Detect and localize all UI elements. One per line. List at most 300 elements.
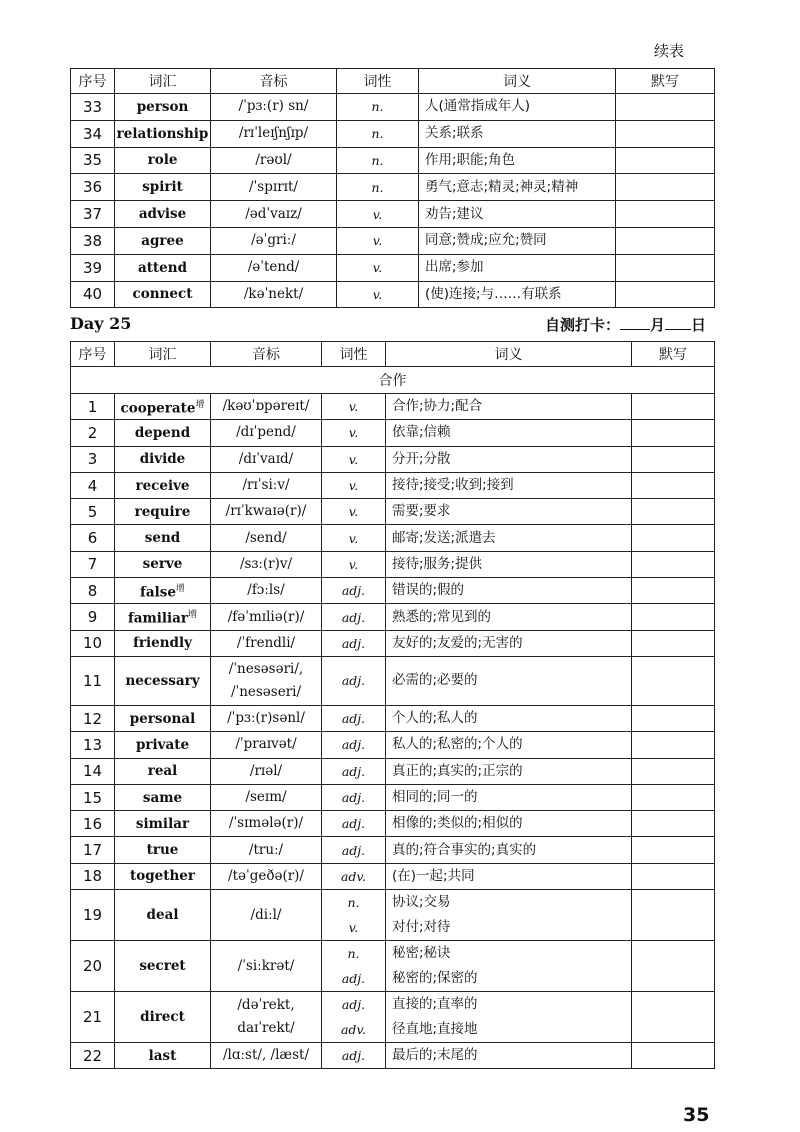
phonetic-cell xyxy=(211,890,322,941)
meaning-line: 相像的;类似的;相似的 xyxy=(392,815,523,832)
phonetic-cell xyxy=(211,863,322,889)
meaning-line: (使)连接;与……有联系 xyxy=(425,285,562,302)
header-word: 词汇 xyxy=(115,342,211,367)
vocab-word-cell xyxy=(115,174,211,201)
vocab-word: require xyxy=(134,503,191,520)
header-meaning: 词义 xyxy=(419,69,616,94)
table-row xyxy=(71,656,715,705)
phonetic-line: /fɔːls/ xyxy=(247,582,285,599)
part-of-speech-cell xyxy=(337,201,419,228)
phonetic-line: /ədˈvaɪz/ xyxy=(245,205,302,222)
meaning-line: 错误的;假的 xyxy=(392,582,465,599)
row-number: 33 xyxy=(71,94,115,121)
part-of-speech-cell xyxy=(322,525,386,551)
meaning-line: 人(通常指成年人) xyxy=(425,98,531,115)
day-label: Day 25 xyxy=(70,314,132,333)
table-row xyxy=(71,174,715,201)
part-of-speech-cell xyxy=(322,784,386,810)
vocab-word-cell xyxy=(115,525,211,551)
part-of-speech-cell xyxy=(322,992,386,1043)
phonetic-line: /dɪˈpend/ xyxy=(236,424,296,441)
vocab-word-cell xyxy=(115,941,211,992)
part-of-speech-cell xyxy=(322,420,386,446)
dictation-cell[interactable] xyxy=(632,784,715,810)
meaning-cell xyxy=(386,811,632,837)
dictation-cell[interactable] xyxy=(632,604,715,630)
meaning-line: 劝告;建议 xyxy=(425,205,484,222)
meaning-line: 接待;接受;收到;接到 xyxy=(392,477,514,494)
table-header-row xyxy=(71,69,715,94)
meaning-cell xyxy=(386,732,632,758)
meaning-line: 相同的;同一的 xyxy=(392,789,478,805)
phonetic-cell xyxy=(211,227,337,254)
row-number: 40 xyxy=(71,281,115,308)
phonetic-line: daɪˈrekt/ xyxy=(237,1020,295,1037)
meaning-cell xyxy=(419,94,616,121)
part-of-speech-cell xyxy=(322,446,386,472)
phonetic-line: /ˈpɜː(r) sn/ xyxy=(238,98,309,115)
vocab-word-cell xyxy=(115,499,211,525)
vocab-word-cell xyxy=(115,420,211,446)
part-of-speech-cell xyxy=(322,472,386,498)
phonetic-cell xyxy=(211,201,337,228)
vocab-word: true xyxy=(146,842,179,859)
pos-line: v. xyxy=(348,451,359,467)
phonetic-cell xyxy=(211,394,322,420)
table-row xyxy=(71,837,715,863)
dictation-cell[interactable] xyxy=(632,811,715,837)
pos-line: adv. xyxy=(340,868,366,884)
phonetic-line: /sɜː(r)v/ xyxy=(239,555,293,572)
phonetic-line: /ˈfrendli/ xyxy=(236,634,296,651)
phonetic-cell xyxy=(211,120,337,147)
row-number: 17 xyxy=(71,837,115,863)
phonetic-cell xyxy=(211,472,322,498)
phonetic-cell xyxy=(211,705,322,731)
phonetic-line: /ˈspɪrɪt/ xyxy=(249,178,298,195)
vocab-word-cell xyxy=(115,446,211,472)
pos-line: adj. xyxy=(341,673,366,689)
row-number: 7 xyxy=(71,551,115,577)
row-number: 14 xyxy=(71,758,115,784)
meaning-cell xyxy=(386,863,632,889)
dictation-cell[interactable] xyxy=(616,174,715,201)
self-check-in xyxy=(545,314,706,335)
vocab-word: familiar xyxy=(127,610,189,627)
header-pos: 词性 xyxy=(337,69,419,94)
table-row xyxy=(71,472,715,498)
phonetic-line: /əˈtend/ xyxy=(247,259,300,276)
table-row xyxy=(71,732,715,758)
vocab-word-cell xyxy=(115,227,211,254)
meaning-cell xyxy=(419,281,616,308)
meaning-line: 直接的;直率的 xyxy=(392,996,478,1013)
table-row xyxy=(71,147,715,174)
part-of-speech-cell xyxy=(322,604,386,630)
meaning-line: 作用;职能;角色 xyxy=(425,151,516,168)
vocab-word: deal xyxy=(146,907,179,924)
dictation-cell[interactable] xyxy=(632,890,715,941)
phonetic-line: /truː/ xyxy=(248,841,284,858)
row-number: 12 xyxy=(71,705,115,731)
phonetic-line: /rəʊl/ xyxy=(255,151,292,168)
dictation-cell[interactable] xyxy=(616,227,715,254)
meaning-line: 协议;交易 xyxy=(392,894,451,911)
vocab-word-cell xyxy=(115,811,211,837)
pos-line: adj. xyxy=(341,609,366,625)
dictation-cell[interactable] xyxy=(616,254,715,281)
vocab-word: together xyxy=(129,868,196,885)
dictation-cell[interactable] xyxy=(632,630,715,656)
table-row xyxy=(71,525,715,551)
meaning-cell xyxy=(419,201,616,228)
day-unit-label: 日 xyxy=(691,316,707,334)
phonetic-line: /rɪˈkwaɪə(r)/ xyxy=(225,503,307,520)
dictation-cell[interactable] xyxy=(632,656,715,705)
meaning-line: 私人的;私密的;个人的 xyxy=(392,736,523,753)
pos-line: v. xyxy=(348,425,359,441)
table-row xyxy=(71,1043,715,1069)
vocab-word-cell xyxy=(115,120,211,147)
table-row xyxy=(71,863,715,889)
month-blank[interactable] xyxy=(620,314,650,330)
phonetic-line: /rɪˈsiːv/ xyxy=(242,477,290,494)
table-row xyxy=(71,94,715,121)
month-label: 月 xyxy=(650,316,666,334)
row-number: 5 xyxy=(71,499,115,525)
vocab-word-cell xyxy=(115,837,211,863)
table-row xyxy=(71,551,715,577)
added-word-mark: 增 xyxy=(175,583,185,594)
meaning-line: 友好的;友爱的;无害的 xyxy=(392,634,523,651)
table-row xyxy=(71,941,715,992)
vocab-word: secret xyxy=(139,958,186,975)
row-number: 18 xyxy=(71,863,115,889)
phonetic-line: /ˈnesəseri/ xyxy=(230,683,302,700)
pos-line: v. xyxy=(372,260,383,276)
table-row xyxy=(71,420,715,446)
part-of-speech-cell xyxy=(337,174,419,201)
meaning-cell xyxy=(386,630,632,656)
vocab-word-cell xyxy=(115,992,211,1043)
meaning-cell xyxy=(386,837,632,863)
phonetic-cell xyxy=(211,732,322,758)
vocab-word-cell xyxy=(115,1043,211,1069)
phonetic-line: /ˈpɜː(r)sənl/ xyxy=(227,710,305,727)
phonetic-line: /ˈnesəsəri/, xyxy=(228,660,304,677)
dictation-cell[interactable] xyxy=(632,446,715,472)
meaning-cell xyxy=(386,705,632,731)
pos-line: v. xyxy=(348,478,359,494)
part-of-speech-cell xyxy=(322,941,386,992)
pos-line: adj. xyxy=(341,790,366,805)
dictation-cell[interactable] xyxy=(632,941,715,992)
vocab-word: agree xyxy=(141,232,184,249)
vocab-word: attend xyxy=(137,259,188,276)
meaning-line: 需要;要求 xyxy=(392,503,451,520)
dictation-cell[interactable] xyxy=(632,1043,715,1069)
vocab-word: divide xyxy=(139,451,186,468)
meaning-line: 必需的;必要的 xyxy=(392,672,478,689)
pos-line: adj. xyxy=(341,763,366,779)
pos-line: v. xyxy=(372,206,383,222)
phonetic-cell xyxy=(211,525,322,551)
phonetic-line: /rɪəl/ xyxy=(249,762,283,779)
phonetic-cell xyxy=(211,420,322,446)
meaning-cell xyxy=(386,604,632,630)
pos-line: adj. xyxy=(341,711,366,727)
meaning-cell xyxy=(386,758,632,784)
vocab-word: depend xyxy=(134,424,191,441)
meaning-cell xyxy=(419,174,616,201)
part-of-speech-cell xyxy=(322,863,386,889)
phonetic-line: /dəˈrekt, xyxy=(237,997,295,1014)
vocab-word-cell xyxy=(115,784,211,810)
pos-line: n. xyxy=(371,152,384,168)
meaning-line: 关系;联系 xyxy=(425,125,484,142)
part-of-speech-cell xyxy=(322,630,386,656)
meaning-line: 依靠;信赖 xyxy=(392,424,451,441)
vocab-word-cell xyxy=(115,147,211,174)
row-number: 20 xyxy=(71,941,115,992)
meaning-line: 邮寄;发送;派遣去 xyxy=(392,529,496,546)
row-number: 3 xyxy=(71,446,115,472)
row-number: 10 xyxy=(71,630,115,656)
dictation-cell[interactable] xyxy=(632,837,715,863)
table-row xyxy=(71,227,715,254)
part-of-speech-cell xyxy=(337,94,419,121)
table-row xyxy=(71,446,715,472)
pos-line: v. xyxy=(348,920,359,936)
vocab-word-cell xyxy=(115,863,211,889)
pos-line: n. xyxy=(371,179,384,195)
dictation-cell[interactable] xyxy=(632,499,715,525)
row-number: 35 xyxy=(71,147,115,174)
meaning-cell xyxy=(419,254,616,281)
added-word-mark: 增 xyxy=(188,610,198,621)
part-of-speech-cell xyxy=(322,837,386,863)
dictation-cell[interactable] xyxy=(632,551,715,577)
dictation-cell[interactable] xyxy=(632,992,715,1043)
row-number: 1 xyxy=(71,394,115,420)
row-number: 36 xyxy=(71,174,115,201)
vocab-word-cell xyxy=(115,281,211,308)
meaning-line: 接待;服务;提供 xyxy=(392,555,483,572)
row-number: 39 xyxy=(71,254,115,281)
table-row xyxy=(71,201,715,228)
meaning-cell xyxy=(386,992,632,1043)
meaning-cell xyxy=(419,227,616,254)
meaning-cell xyxy=(386,472,632,498)
dictation-cell[interactable] xyxy=(632,758,715,784)
dictation-cell[interactable] xyxy=(632,578,715,604)
header-word: 词汇 xyxy=(115,69,211,94)
table-row xyxy=(71,281,715,308)
meaning-line: 分开;分散 xyxy=(392,450,451,467)
pos-line: adj. xyxy=(341,997,366,1013)
header-dictation: 默写 xyxy=(632,342,715,367)
vocab-word-cell xyxy=(115,254,211,281)
phonetic-cell xyxy=(211,281,337,308)
row-number: 38 xyxy=(71,227,115,254)
vocab-word: spirit xyxy=(142,179,183,196)
meaning-line: 同意;赞成;应允;赞同 xyxy=(425,232,547,249)
phonetic-line: /fəˈmɪliə(r)/ xyxy=(227,608,305,625)
table-row xyxy=(71,758,715,784)
meaning-cell xyxy=(386,420,632,446)
meaning-line: 真的;符合事实的;真实的 xyxy=(392,841,537,858)
pos-line: v. xyxy=(348,504,359,520)
vocab-word-cell xyxy=(115,630,211,656)
part-of-speech-cell xyxy=(322,732,386,758)
part-of-speech-cell xyxy=(322,705,386,731)
meaning-line: 真正的;真实的;正宗的 xyxy=(392,762,523,779)
phonetic-cell xyxy=(211,1043,322,1069)
meaning-cell xyxy=(386,1043,632,1069)
meaning-cell xyxy=(386,941,632,992)
row-number: 37 xyxy=(71,201,115,228)
dictation-cell[interactable] xyxy=(632,863,715,889)
phonetic-cell xyxy=(211,499,322,525)
meaning-line: 出席;参加 xyxy=(425,259,484,276)
added-word-mark: 增 xyxy=(195,399,205,410)
vocab-word-cell xyxy=(115,705,211,731)
meaning-line: 勇气;意志;精灵;神灵;精神 xyxy=(425,178,579,195)
row-number: 15 xyxy=(71,784,115,810)
part-of-speech-cell xyxy=(322,1043,386,1069)
meaning-cell xyxy=(386,446,632,472)
vocab-word: last xyxy=(148,1047,177,1064)
vocab-word: same xyxy=(142,789,183,806)
table-row xyxy=(71,630,715,656)
phonetic-line: /ˈsɪmələ(r)/ xyxy=(228,815,304,832)
table-row xyxy=(71,394,715,420)
vocab-word-cell xyxy=(115,732,211,758)
header-phonetic: 音标 xyxy=(211,69,337,94)
table-row xyxy=(71,811,715,837)
meaning-cell xyxy=(386,394,632,420)
section-title: 合作 xyxy=(71,367,715,394)
dictation-cell[interactable] xyxy=(632,732,715,758)
phonetic-cell xyxy=(211,94,337,121)
phonetic-line: /lɑːst/, /læst/ xyxy=(223,1047,309,1064)
table-row xyxy=(71,254,715,281)
pos-line: adj. xyxy=(341,971,366,987)
meaning-line: 最后的;末尾的 xyxy=(392,1047,478,1064)
vocab-word: cooperate xyxy=(120,400,196,417)
pos-line: adj. xyxy=(341,1048,366,1064)
row-number: 19 xyxy=(71,890,115,941)
dictation-cell[interactable] xyxy=(616,94,715,121)
vocab-word: necessary xyxy=(125,672,200,689)
meaning-line: 对付;对待 xyxy=(392,919,451,936)
meaning-cell xyxy=(419,147,616,174)
phonetic-cell xyxy=(211,147,337,174)
vocab-word: direct xyxy=(140,1009,185,1026)
part-of-speech-cell xyxy=(322,551,386,577)
phonetic-cell xyxy=(211,941,322,992)
meaning-cell xyxy=(419,120,616,147)
part-of-speech-cell xyxy=(337,281,419,308)
pos-line: adj. xyxy=(341,842,366,858)
pos-line: adj. xyxy=(341,635,366,651)
dictation-cell[interactable] xyxy=(632,705,715,731)
vocab-word: false xyxy=(140,584,176,601)
dictation-cell[interactable] xyxy=(616,147,715,174)
continued-label: 续表 xyxy=(654,42,685,60)
row-number: 21 xyxy=(71,992,115,1043)
phonetic-cell xyxy=(211,254,337,281)
phonetic-line: /təˈgeðə(r)/ xyxy=(228,867,304,884)
header-no: 序号 xyxy=(71,69,115,94)
part-of-speech-cell xyxy=(337,147,419,174)
vocab-word-cell xyxy=(115,94,211,121)
vocab-word: similar xyxy=(135,815,190,832)
pos-line: v. xyxy=(372,233,383,249)
meaning-line: 熟悉的;常见到的 xyxy=(392,608,492,625)
dictation-cell[interactable] xyxy=(616,201,715,228)
phonetic-cell xyxy=(211,992,322,1043)
vocab-word: role xyxy=(147,152,178,169)
vocab-word-cell xyxy=(115,394,211,420)
dictation-cell[interactable] xyxy=(632,525,715,551)
row-number: 22 xyxy=(71,1043,115,1069)
table-row xyxy=(71,784,715,810)
meaning-line: 秘密;秘诀 xyxy=(392,945,451,962)
header-pos: 词性 xyxy=(322,342,386,367)
table-row xyxy=(71,705,715,731)
pos-line: adj. xyxy=(341,737,366,753)
pos-line: adj. xyxy=(341,583,366,599)
row-number: 34 xyxy=(71,120,115,147)
part-of-speech-cell xyxy=(322,394,386,420)
header-dictation: 默写 xyxy=(616,69,715,94)
dictation-cell[interactable] xyxy=(616,281,715,308)
part-of-speech-cell xyxy=(337,120,419,147)
pos-line: n. xyxy=(347,946,360,962)
vocab-word: person xyxy=(136,98,189,115)
row-number: 2 xyxy=(71,420,115,446)
dictation-cell[interactable] xyxy=(632,472,715,498)
phonetic-line: /ˈpraɪvət/ xyxy=(235,736,297,753)
phonetic-line: /diːl/ xyxy=(250,906,282,923)
table-row xyxy=(71,578,715,604)
phonetic-line: /əˈgriː/ xyxy=(251,232,296,249)
dictation-cell[interactable] xyxy=(632,394,715,420)
phonetic-cell xyxy=(211,174,337,201)
part-of-speech-cell xyxy=(322,811,386,837)
meaning-cell xyxy=(386,551,632,577)
pos-line: v. xyxy=(348,556,359,572)
pos-line: v. xyxy=(348,530,359,546)
day-blank[interactable] xyxy=(665,314,691,330)
meaning-line: 径直地;直接地 xyxy=(392,1021,478,1038)
vocab-word-cell xyxy=(115,201,211,228)
dictation-cell[interactable] xyxy=(616,120,715,147)
part-of-speech-cell xyxy=(337,227,419,254)
vocab-word: send xyxy=(144,530,181,547)
phonetic-cell xyxy=(211,758,322,784)
vocab-word-cell xyxy=(115,758,211,784)
dictation-cell[interactable] xyxy=(632,420,715,446)
phonetic-cell xyxy=(211,630,322,656)
row-number: 9 xyxy=(71,604,115,630)
phonetic-cell xyxy=(211,656,322,705)
vocab-word: friendly xyxy=(133,635,192,652)
vocab-word-cell xyxy=(115,578,211,604)
row-number: 16 xyxy=(71,811,115,837)
row-number: 13 xyxy=(71,732,115,758)
